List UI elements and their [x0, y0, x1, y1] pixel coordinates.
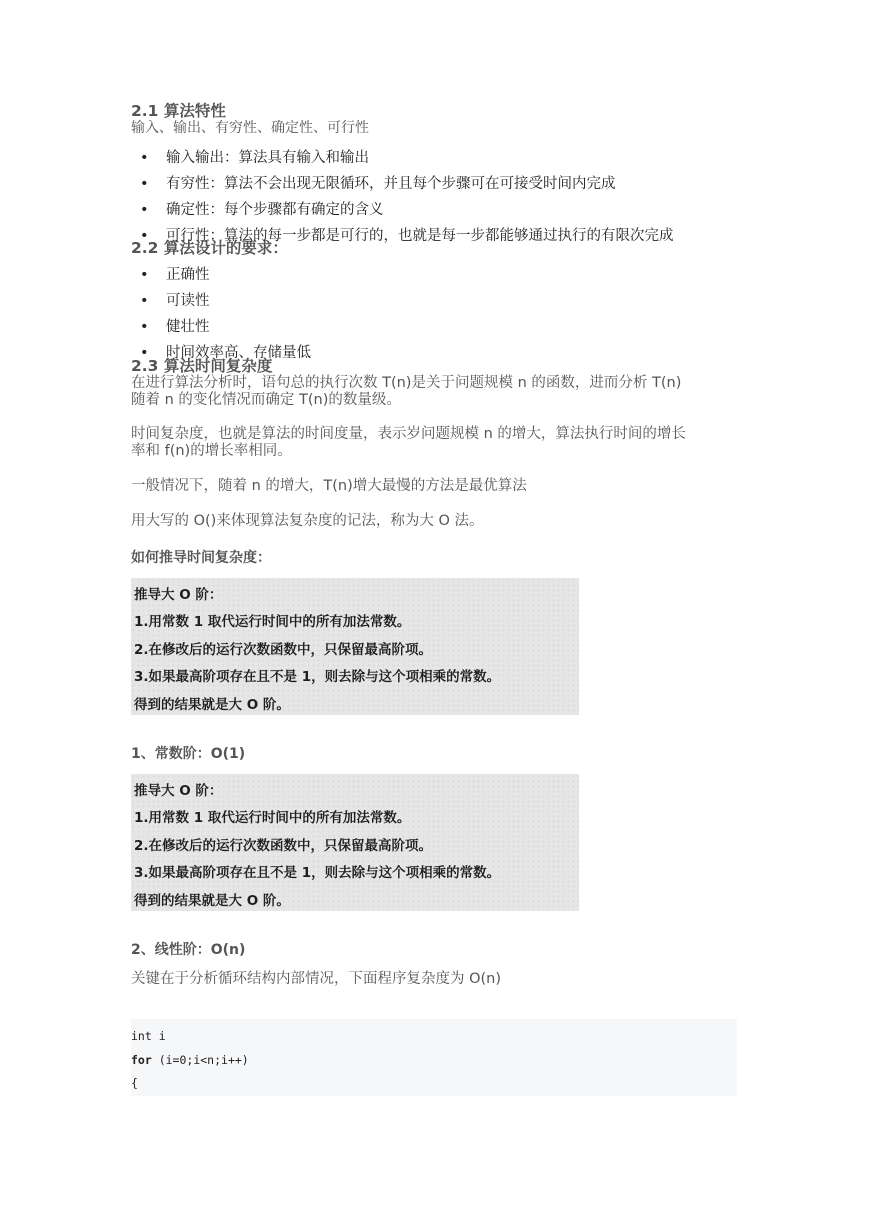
design-requirements-list — [131, 266, 741, 363]
paragraph-optimal-algorithm: 一般情况下，随着 n 的增大，T(n)增大最慢的方法是最优算法 — [131, 478, 527, 494]
scanned-rules-image-1: 推导大 O 阶： 1.用常数 1 取代运行时间中的所有加法常数。 2.在修改后的运行次数函数中，只保留最高阶项。 3.如果最高阶项存在且不是 1，则去除与这个项相乘的常数。 得到的结果就是大 O 阶。 — [131, 578, 579, 715]
paragraph-complexity-definition: 在进行算法分析时，语句总的执行次数 T(n)是关于问题规模 n 的函数，进而分析 T(n) 随着 n 的变化情况而确定 T(n)的数量级。 — [131, 375, 682, 408]
list-item: • 输入输出：算法具有输入和输出 — [131, 149, 741, 168]
code-line: int i — [131, 1029, 166, 1043]
list-item: • 时间效率高、存储量低 — [131, 344, 741, 363]
section-2-2-heading: 2.2 算法设计的要求： — [131, 239, 288, 257]
section-2-3-heading: 2.3 算法时间复杂度 — [131, 357, 273, 375]
constant-order-heading: 1、常数阶：O(1) — [131, 746, 246, 762]
code-block — [131, 1019, 737, 1096]
document-page — [131, 102, 741, 1096]
list-item: • 可行性：算法的每一步都是可行的，也就是每一步都能够通过执行的有限次完成 — [131, 227, 741, 246]
code-line: { — [131, 1076, 138, 1090]
how-to-derive-heading: 如何推导时间复杂度： — [131, 550, 271, 566]
list-item: • 确定性：每个步骤都有确定的含义 — [131, 201, 741, 220]
scanned-rules-image-2: 推导大 O 阶： 1.用常数 1 取代运行时间中的所有加法常数。 2.在修改后的运行次数函数中，只保留最高阶项。 3.如果最高阶项存在且不是 1，则去除与这个项相乘的常数。 得到的结果就是大 O 阶。 — [131, 774, 579, 911]
linear-order-description: 关键在于分析循环结构内部情况，下面程序复杂度为 O(n) — [131, 971, 502, 987]
section-2-1-intro: 输入、输出、有穷性、确定性、可行性 — [131, 120, 369, 136]
linear-order-heading: 2、线性阶：O(n) — [131, 942, 246, 958]
list-item: • 有穷性：算法不会出现无限循环，并且每个步骤可在可接受时间内完成 — [131, 175, 741, 194]
paragraph-big-o-notation: 用大写的 O()来体现算法复杂度的记法，称为大 O 法。 — [131, 513, 484, 529]
list-item: • 正确性 — [131, 266, 741, 285]
code-line: for (i=0;i<n;i++) — [131, 1052, 249, 1067]
properties-list — [131, 149, 741, 246]
section-2-1-heading: 2.1 算法特性 — [131, 102, 226, 120]
code-keyword: for — [131, 1052, 152, 1067]
list-item: • 健壮性 — [131, 318, 741, 337]
list-item: • 可读性 — [131, 292, 741, 311]
paragraph-time-complexity: 时间复杂度，也就是算法的时间度量，表示岁问题规模 n 的增大，算法执行时间的增长 率和 f(n)的增长率相同。 — [131, 426, 686, 459]
